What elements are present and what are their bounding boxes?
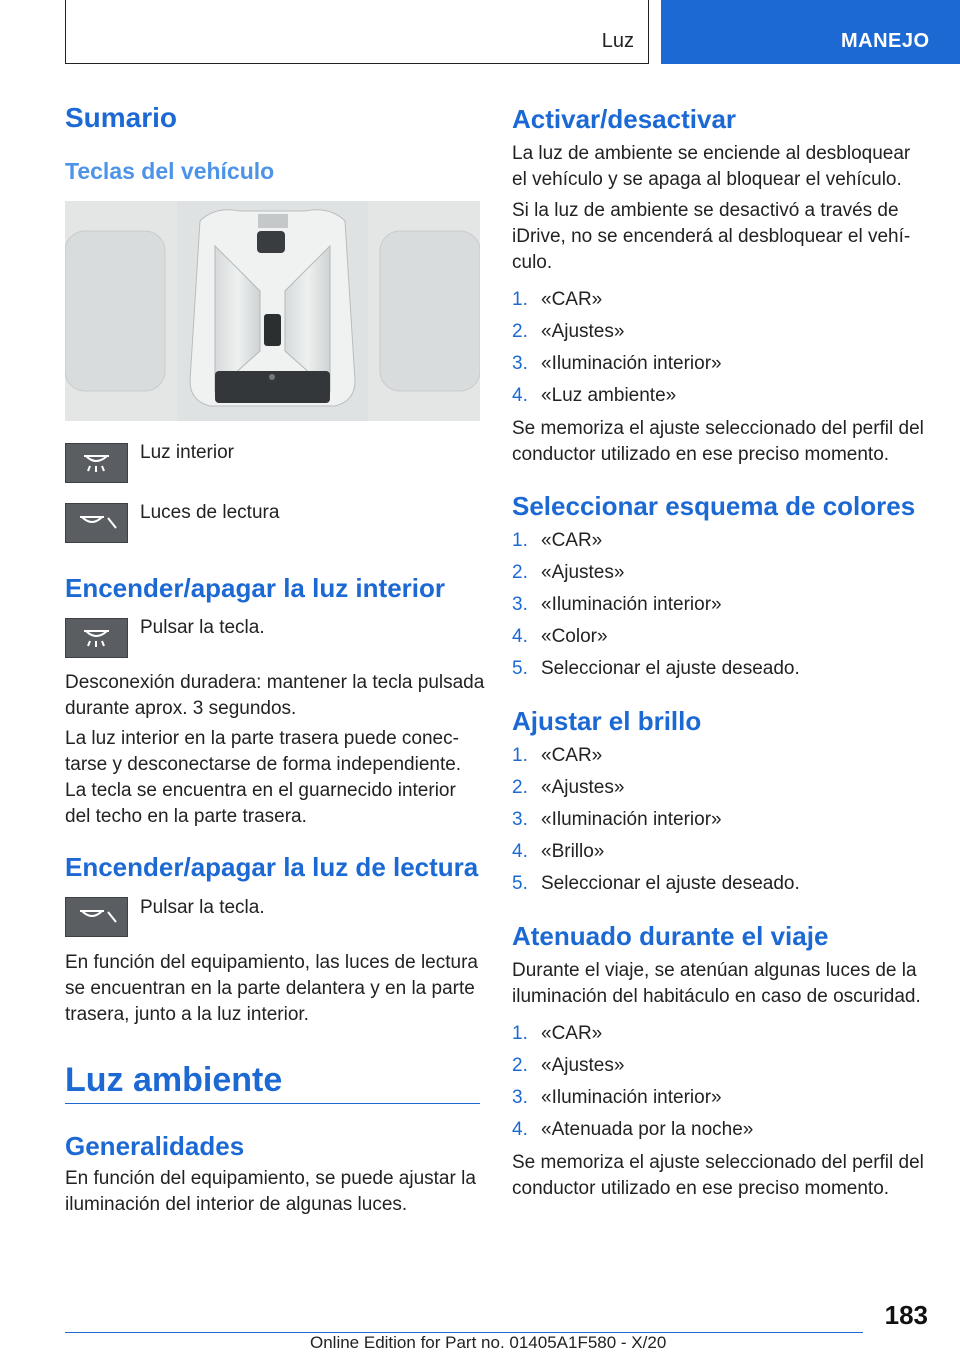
- paragraph-line: del techo en la parte trasera.: [65, 806, 307, 827]
- list-item: «Color»: [541, 626, 608, 647]
- list-number: 4.: [512, 1119, 528, 1140]
- list-number: 2.: [512, 1055, 528, 1076]
- reading-light-key-icon: [65, 897, 128, 937]
- list-item: «Ajustes»: [541, 562, 625, 583]
- list-number: 4.: [512, 841, 528, 862]
- list-number: 2.: [512, 777, 528, 798]
- list-item: «CAR»: [541, 530, 603, 551]
- list-number: 1.: [512, 1023, 528, 1044]
- list-item: «Iluminación interior»: [541, 809, 722, 830]
- paragraph-line: iluminación del habitáculo en caso de oscuridad.: [512, 986, 921, 1007]
- list-item: Seleccionar el ajuste deseado.: [541, 873, 800, 894]
- list-item: «Iluminación interior»: [541, 353, 722, 374]
- ceiling-control-panel-photo: [65, 201, 480, 421]
- heading-activar: Activar/desactivar: [512, 104, 737, 134]
- list-number: 2.: [512, 562, 528, 583]
- paragraph-line: En función del equipamiento, las luces de lectura: [65, 952, 478, 973]
- paragraph-line: iluminación del interior de algunas luces.: [65, 1194, 408, 1215]
- press-key-text: Pulsar la tecla.: [140, 897, 265, 918]
- paragraph-line: La luz de ambiente se enciende al desbloquear: [512, 143, 911, 164]
- list-item: «Luz ambiente»: [541, 385, 677, 406]
- list-number: 4.: [512, 626, 528, 647]
- list-number: 1.: [512, 745, 528, 766]
- list-number: 2.: [512, 321, 528, 342]
- list-number: 5.: [512, 873, 528, 894]
- list-item: Seleccionar el ajuste deseado.: [541, 658, 800, 679]
- list-number: 3.: [512, 1087, 528, 1108]
- list-item: «Iluminación interior»: [541, 1087, 722, 1108]
- heading-interior-light: Encender/apagar la luz interior: [65, 573, 445, 603]
- paragraph-line: conductor utilizado en ese preciso momento.: [512, 1178, 890, 1199]
- press-key-text: Pulsar la tecla.: [140, 617, 265, 638]
- paragraph-line: iDrive, no se encenderá al desbloquear el vehí‐: [512, 226, 911, 247]
- paragraph-line: Durante el viaje, se atenúan algunas luces de la: [512, 960, 917, 981]
- paragraph-line: conductor utilizado en ese preciso momento.: [512, 444, 890, 465]
- heading-luz-ambiente: Luz ambiente: [65, 1061, 283, 1099]
- header-chapter-tab[interactable]: [661, 0, 960, 64]
- list-number: 1.: [512, 530, 528, 551]
- heading-reading-light: Encender/apagar la luz de lectura: [65, 852, 479, 882]
- list-item: «CAR»: [541, 745, 603, 766]
- section-divider: [65, 1103, 480, 1104]
- header-frame: [65, 0, 649, 64]
- list-number: 4.: [512, 385, 528, 406]
- header-section-title: Luz: [601, 30, 634, 52]
- paragraph-line: Si la luz de ambiente se desactivó a través de: [512, 200, 899, 221]
- list-number: 3.: [512, 594, 528, 615]
- list-item: «Ajustes»: [541, 777, 625, 798]
- paragraph-line: se encuentran en la parte delantera y en la parte: [65, 978, 475, 999]
- list-item: «Brillo»: [541, 841, 605, 862]
- footer-edition-text: Online Edition for Part no. 01405A1F580 - X/20: [310, 1333, 667, 1352]
- heading-sumario: Sumario: [65, 102, 178, 133]
- heading-atenuado: Atenuado durante el viaje: [512, 921, 829, 951]
- header-chapter-label: MANEJO: [841, 30, 930, 52]
- heading-brillo: Ajustar el brillo: [512, 706, 702, 736]
- list-number: 3.: [512, 353, 528, 374]
- list-item: «Ajustes»: [541, 1055, 625, 1076]
- list-number: 1.: [512, 289, 528, 310]
- list-item: «CAR»: [541, 1023, 603, 1044]
- paragraph-line: La tecla se encuentra en el guarnecido interior: [65, 780, 456, 801]
- paragraph-line: durante aprox. 3 segundos.: [65, 698, 297, 719]
- heading-teclas: Teclas del vehículo: [65, 158, 275, 184]
- paragraph-line: Se memoriza el ajuste seleccionado del perfil del: [512, 1152, 924, 1173]
- heading-generalidades: Generalidades: [65, 1131, 245, 1161]
- key-label-lectura: Luces de lectura: [140, 502, 280, 523]
- interior-light-key-icon: [65, 618, 128, 658]
- list-item: «Iluminación interior»: [541, 594, 722, 615]
- page-number: 183: [884, 1300, 928, 1330]
- paragraph-line: En función del equipamiento, se puede ajustar la: [65, 1168, 476, 1189]
- paragraph-line: el vehículo y se apaga al bloquear el vehículo.: [512, 169, 902, 190]
- paragraph-line: La luz interior en la parte trasera puede conec‐: [65, 728, 459, 749]
- key-label-interior: Luz interior: [140, 442, 234, 463]
- reading-light-key-icon: [65, 503, 128, 543]
- interior-light-key-icon: [65, 443, 128, 483]
- paragraph-line: tarse y desconectarse de forma independiente.: [65, 754, 462, 775]
- paragraph-line: Se memoriza el ajuste seleccionado del perfil del: [512, 418, 924, 439]
- list-item: «Atenuada por la noche»: [541, 1119, 754, 1140]
- list-number: 3.: [512, 809, 528, 830]
- paragraph-line: Desconexión duradera: mantener la tecla pulsada: [65, 672, 485, 693]
- heading-colores: Seleccionar esquema de colores: [512, 491, 916, 521]
- list-item: «Ajustes»: [541, 321, 625, 342]
- list-item: «CAR»: [541, 289, 603, 310]
- list-number: 5.: [512, 658, 528, 679]
- paragraph-line: culo.: [512, 252, 553, 273]
- paragraph-line: trasera, junto a la luz interior.: [65, 1004, 309, 1025]
